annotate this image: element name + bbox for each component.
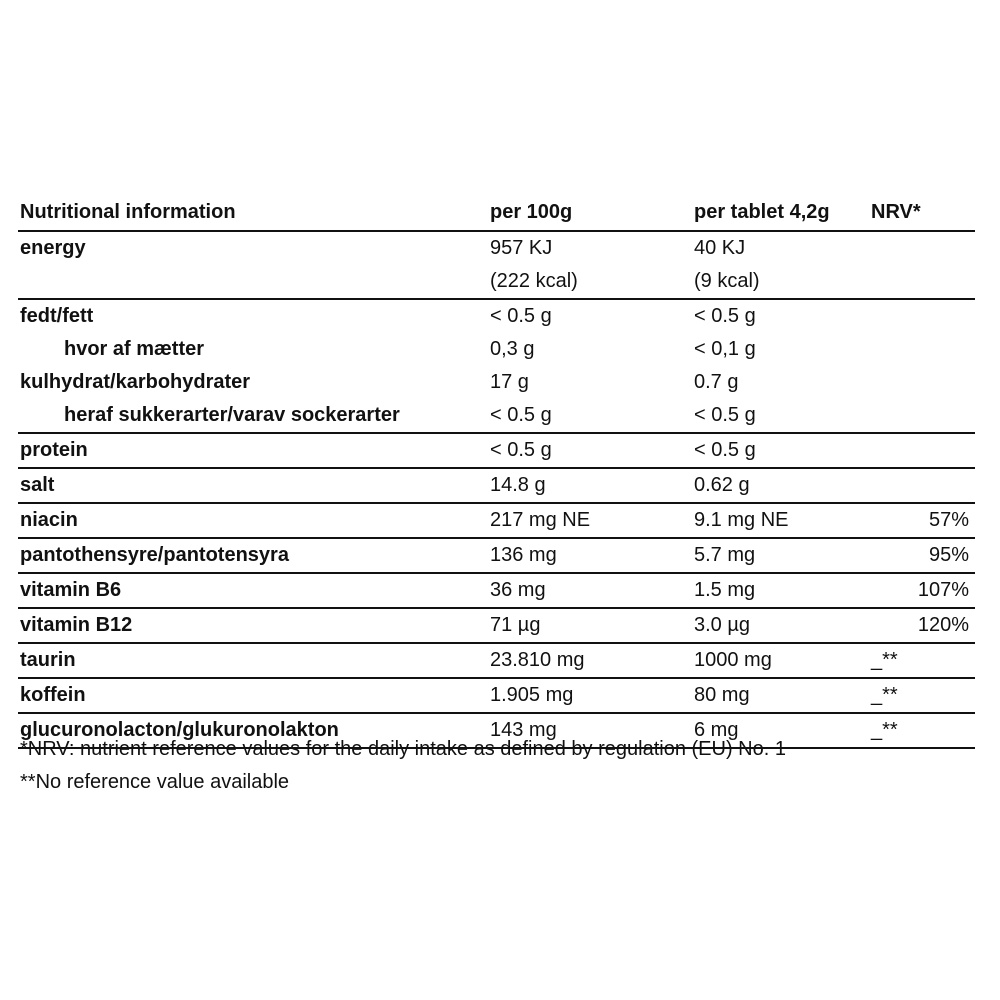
header-nutritional-information: Nutritional information (20, 201, 236, 223)
row-per-100g-secondary: (222 kcal) (490, 270, 578, 292)
row-per-tablet: 1.5 mg (694, 579, 756, 601)
row-name: salt (20, 474, 55, 496)
row-name: protein (20, 439, 88, 461)
row-nrv: 107% (917, 579, 969, 601)
row-nrv: _** (871, 684, 898, 706)
header-nrv: NRV* (871, 201, 921, 223)
row-name: heraf sukkerarter/varav sockerarter (64, 404, 400, 426)
row-per-100g: 957 KJ (490, 237, 553, 259)
row-name: pantothensyre/pantotensyra (20, 544, 289, 566)
row-name: fedt/fett (20, 305, 94, 327)
row-per-tablet-secondary: (9 kcal) (694, 270, 760, 292)
row-name: vitamin B6 (20, 579, 122, 601)
row-per-100g: < 0.5 g (490, 404, 552, 426)
row-name: koffein (20, 684, 86, 706)
table-row (18, 644, 975, 679)
table-row (18, 574, 975, 609)
row-nrv: _** (871, 719, 898, 741)
table-row (18, 366, 975, 399)
row-per-100g: 0,3 g (490, 338, 535, 360)
row-per-tablet: 0.7 g (694, 371, 739, 393)
row-per-tablet: 1000 mg (694, 649, 772, 671)
table-row (18, 434, 975, 469)
row-per-tablet: 80 mg (694, 684, 750, 706)
row-nrv: 120% (917, 614, 969, 636)
row-per-100g: 36 mg (490, 579, 546, 601)
row-per-tablet: 5.7 mg (694, 544, 756, 566)
row-per-tablet: < 0.5 g (694, 404, 756, 426)
table-row (18, 504, 975, 539)
table-header (18, 198, 975, 232)
footnotes (20, 733, 870, 799)
row-per-tablet: 9.1 mg NE (694, 509, 789, 531)
row-per-100g: 17 g (490, 371, 529, 393)
row-per-100g: 71 µg (490, 614, 541, 636)
header-per-tablet: per tablet 4,2g (694, 201, 830, 223)
table-row (18, 679, 975, 714)
nutrition-table (18, 198, 975, 749)
row-per-tablet: < 0.5 g (694, 439, 756, 461)
row-per-tablet: 6 mg (694, 719, 739, 741)
row-per-100g: 217 mg NE (490, 509, 591, 531)
row-per-tablet: < 0,1 g (694, 338, 756, 360)
row-per-100g: 143 mg (490, 719, 557, 741)
header-per-100g: per 100g (490, 201, 573, 223)
row-name: vitamin B12 (20, 614, 133, 636)
row-per-100g: 23.810 mg (490, 649, 585, 671)
table-row (18, 609, 975, 644)
row-per-100g: < 0.5 g (490, 305, 552, 327)
row-name: kulhydrat/karbohydrater (20, 371, 251, 393)
table-row (18, 469, 975, 504)
table-row (18, 399, 975, 434)
row-per-tablet: < 0.5 g (694, 305, 756, 327)
table-row (18, 333, 975, 366)
row-name: energy (20, 237, 86, 259)
table-row (18, 539, 975, 574)
row-name: hvor af mætter (64, 338, 205, 360)
row-per-tablet: 40 KJ (694, 237, 746, 259)
row-name: niacin (20, 509, 78, 531)
row-per-100g: < 0.5 g (490, 439, 552, 461)
table-row (18, 300, 975, 333)
row-nrv: 95% (928, 544, 969, 566)
row-per-tablet: 3.0 µg (694, 614, 751, 636)
row-name: taurin (20, 649, 76, 671)
row-name: glucuronolacton/glukuronolakton (20, 719, 339, 741)
row-per-100g: 1.905 mg (490, 684, 574, 706)
row-per-100g: 136 mg (490, 544, 557, 566)
footnote-nrv: *NRV: nutrient reference values for the daily intake as defined by regulation (EU) No. 1 (20, 738, 786, 760)
table-row (18, 232, 975, 300)
row-per-100g: 14.8 g (490, 474, 546, 496)
footnote-no-reference: **No reference value available (20, 771, 290, 793)
row-per-tablet: 0.62 g (694, 474, 750, 496)
row-nrv: 57% (928, 509, 969, 531)
row-nrv: _** (871, 649, 898, 671)
